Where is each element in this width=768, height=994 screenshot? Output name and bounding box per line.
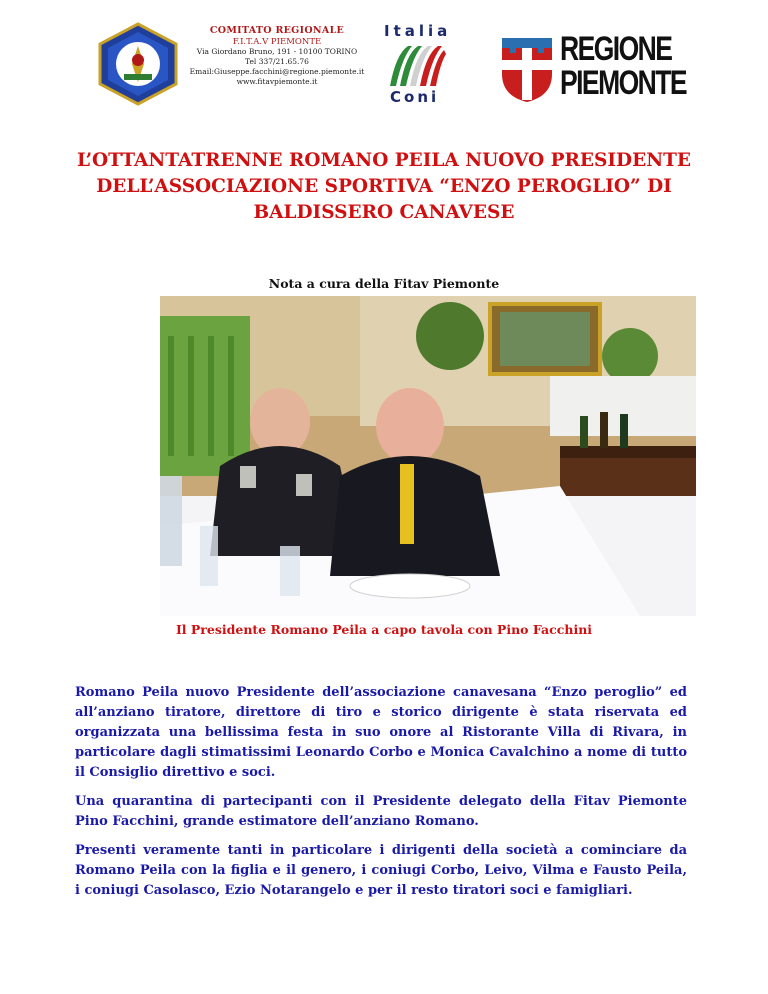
coni-logo-top: Italia	[384, 22, 452, 40]
body-paragraph-1: Romano Peila nuovo Presidente dell’associazione canavesana “Enzo peroglio” ed all’anziano tiratore, direttore di tiro e storico dirigente è stata riservata ed organizzata una bellissima festa in suo onore al Ristorante Villa di Rivara, in particolare dagli stimatissimi Leonardo Corbo e Monica Cavalchino a nome di tutto il Consiglio direttivo e soci.	[75, 685, 687, 780]
regione-piemonte-logo	[500, 30, 700, 106]
coni-logo	[378, 22, 462, 108]
committee-block	[188, 25, 366, 87]
coni-stripes-icon	[386, 44, 446, 88]
committee-email: Email:Giuseppe.facchini@regione.piemonte.it	[189, 67, 365, 76]
committee-website: www.fitavpiemonte.it	[236, 77, 318, 86]
article-note: Nota a cura della Fitav Piemonte	[268, 276, 500, 291]
fitav-emblem-icon	[96, 22, 180, 106]
body-paragraph-3: Presenti veramente tanti in particolare i dirigenti della società a cominciare da Romano Peila con la figlia e il genero, i coniugi Corbo, Leivo, Vilma e Fausto Peila, i coniugi Casolasco, Ezio Notarangelo e per il resto tiratori soci e famigliari.	[75, 843, 687, 898]
committee-subtitle: F.I.T.A.V PIEMONTE	[232, 37, 322, 47]
piemonte-word: PIEMONTE	[560, 64, 687, 102]
dinner-photo	[160, 296, 696, 616]
photo-caption: Il Presidente Romano Peila a capo tavola con Pino Facchini	[175, 622, 593, 637]
regione-word: REGIONE	[560, 30, 672, 68]
committee-title: COMITATO REGIONALE	[209, 25, 345, 36]
committee-address: Via Giordano Bruno, 191 - 10100 TORINO	[196, 47, 358, 56]
article-title: L’OTTANTATRENNE ROMANO PEILA NUOVO PRESIDENTE DELL’ASSOCIAZIONE SPORTIVA “ENZO PEROGLIO” DI BALDISSERO CANAVESE	[77, 150, 691, 223]
letterhead	[0, 12, 768, 106]
piemonte-shield-icon	[500, 34, 554, 104]
committee-phone: Tel 337/21.65.76	[245, 57, 309, 66]
body-paragraph-2: Una quarantina di partecipanti con il Presidente delegato della Fitav Piemonte Pino Facchini, grande estimatore dell’anziano Romano.	[75, 794, 687, 829]
coni-logo-bottom: Coni	[390, 88, 440, 106]
